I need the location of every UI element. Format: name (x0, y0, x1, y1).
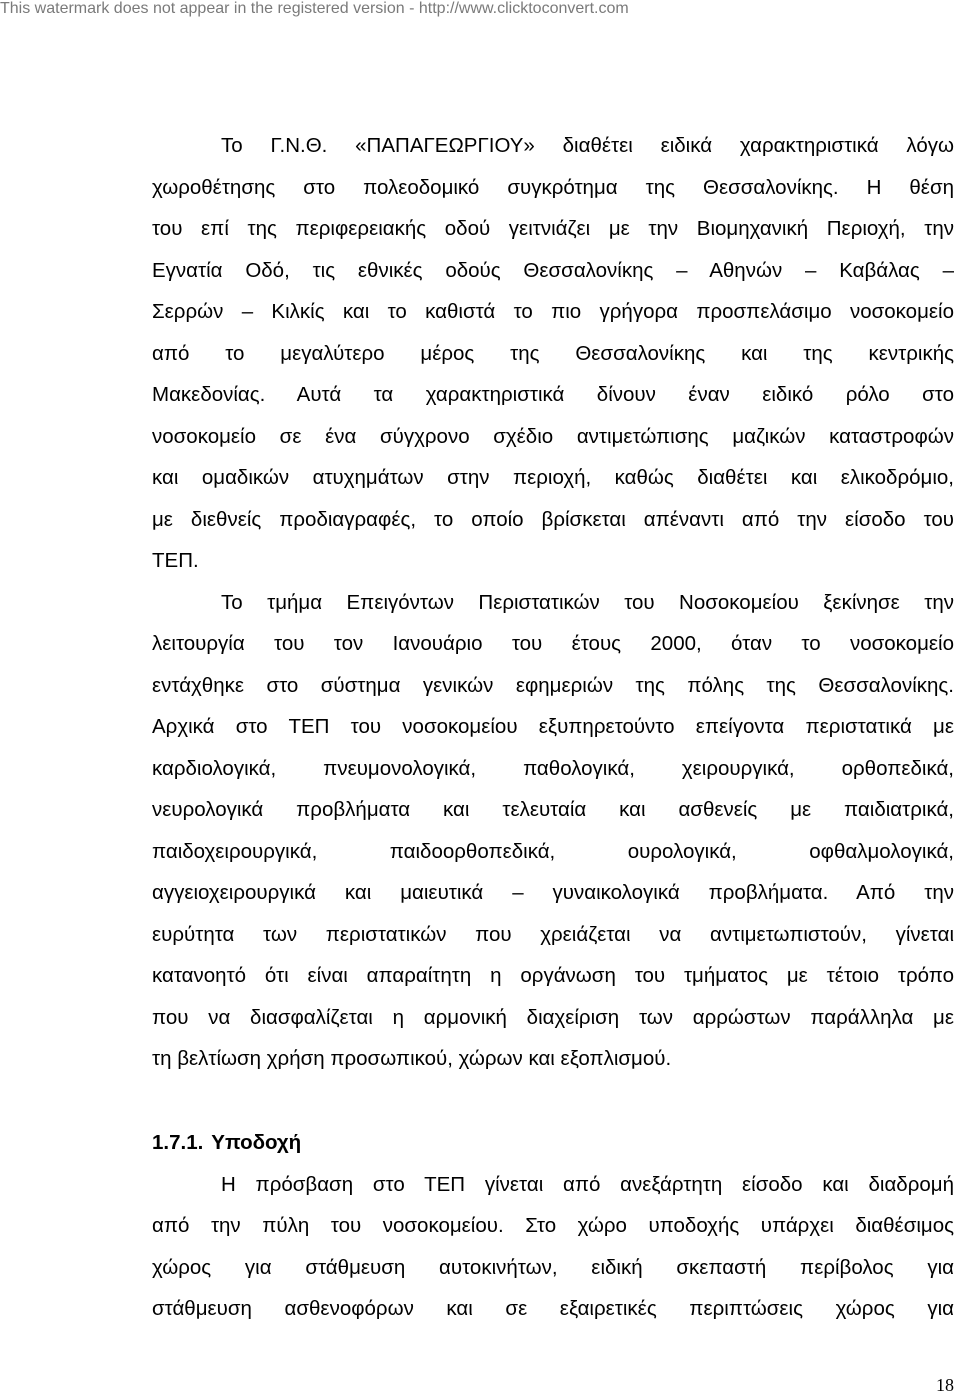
section-number: 1.7.1. (152, 1131, 204, 1154)
text-line: λειτουργία του τον Ιανουάριο του έτους 2000, όταν το νοσοκομείο (152, 632, 954, 655)
text-line: τη βελτίωση χρήση προσωπικού, χώρων και εξοπλισμού. (152, 1047, 672, 1070)
text-line: αγγειοχειρουργικά και μαιευτικά – γυναικολογικά προβλήματα. Από την (152, 881, 954, 904)
text-line: από την πύλη του νοσοκομείου. Στο χώρο υποδοχής υπάρχει διαθέσιμος (152, 1214, 954, 1237)
text-line: του επί της περιφερειακής οδού γειτνιάζει με την Βιομηχανική Περιοχή, την (152, 217, 954, 240)
text-line: καρδιολογικά, πνευμονολογικά, παθολογικά, χειρουργικά, ορθοπεδικά, (152, 757, 954, 780)
page-number: 18 (936, 1375, 954, 1395)
text-line: Το Γ.Ν.Θ. «ΠΑΠΑΓΕΩΡΓΙΟΥ» διαθέτει ειδικά χαρακτηριστικά λόγω (221, 134, 954, 157)
text-line: νοσοκομείο σε ένα σύγχρονο σχέδιο αντιμετώπισης μαζικών καταστροφών (152, 425, 954, 448)
watermark-link[interactable]: http://www.clicktoconvert.com (418, 0, 629, 17)
text-line: στάθμευση ασθενοφόρων και σε εξαιρετικές περιπτώσεις χώρος για (152, 1297, 954, 1320)
watermark-text: This watermark does not appear in the registered version - (0, 0, 419, 17)
text-line: Αρχικά στο ΤΕΠ του νοσοκομείου εξυπηρετούντο επείγοντα περιστατικά με (152, 715, 954, 738)
text-line: κατανοητό ότι είναι απαραίτητη η οργάνωση του τμήματος με τέτοιο τρόπο (152, 964, 954, 987)
watermark-banner (0, 0, 960, 20)
text-line: Σερρών – Κιλκίς και το καθιστά το πιο γρήγορα προσπελάσιμο νοσοκομείο (152, 300, 954, 323)
text-line: και ομαδικών ατυχημάτων στην περιοχή, καθώς διαθέτει και ελικοδρόμιο, (152, 466, 954, 489)
text-line: ευρύτητα των περιστατικών που χρειάζεται να αντιμετωπιστούν, γίνεται (152, 923, 954, 946)
text-line: από το μεγαλύτερο μέρος της Θεσσαλονίκης και της κεντρικής (152, 342, 954, 365)
text-line: με διεθνείς προδιαγραφές, το οποίο βρίσκεται απέναντι από την είσοδο του (152, 508, 954, 531)
section-title: Υποδοχή (211, 1131, 302, 1154)
text-line: νευρολογικά προβλήματα και τελευταία και ασθενείς με παιδιατρικά, (152, 798, 954, 821)
text-line: εντάχθηκε στο σύστημα γενικών εφημεριών της πόλης της Θεσσαλονίκης. (152, 674, 954, 697)
text-line: ΤΕΠ. (152, 549, 199, 572)
text-line: παιδοχειρουργικά, παιδοορθοπεδικά, ουρολογικά, οφθαλμολογικά, (152, 840, 954, 863)
section-heading (152, 1128, 301, 1158)
text-line: Η πρόσβαση στο ΤΕΠ γίνεται από ανεξάρτητη είσοδο και διαδρομή (221, 1173, 954, 1196)
text-line: Το τμήμα Επειγόντων Περιστατικών του Νοσοκομείου ξεκίνησε την (221, 591, 954, 614)
text-line: χώρος για στάθμευση αυτοκινήτων, ειδική σκεπαστή περίβολος για (152, 1256, 954, 1279)
text-line: Μακεδονίας. Αυτά τα χαρακτηριστικά δίνουν έναν ειδικό ρόλο στο (152, 383, 954, 406)
text-line: που να διασφαλίζεται η αρμονική διαχείριση των αρρώστων παράλληλα με (152, 1006, 954, 1029)
text-line: Εγνατία Οδό, τις εθνικές οδούς Θεσσαλονίκης – Αθηνών – Καβάλας – (152, 259, 954, 282)
text-line: χωροθέτησης στο πολεοδομικό συγκρότημα της Θεσσαλονίκης. Η θέση (152, 176, 954, 199)
